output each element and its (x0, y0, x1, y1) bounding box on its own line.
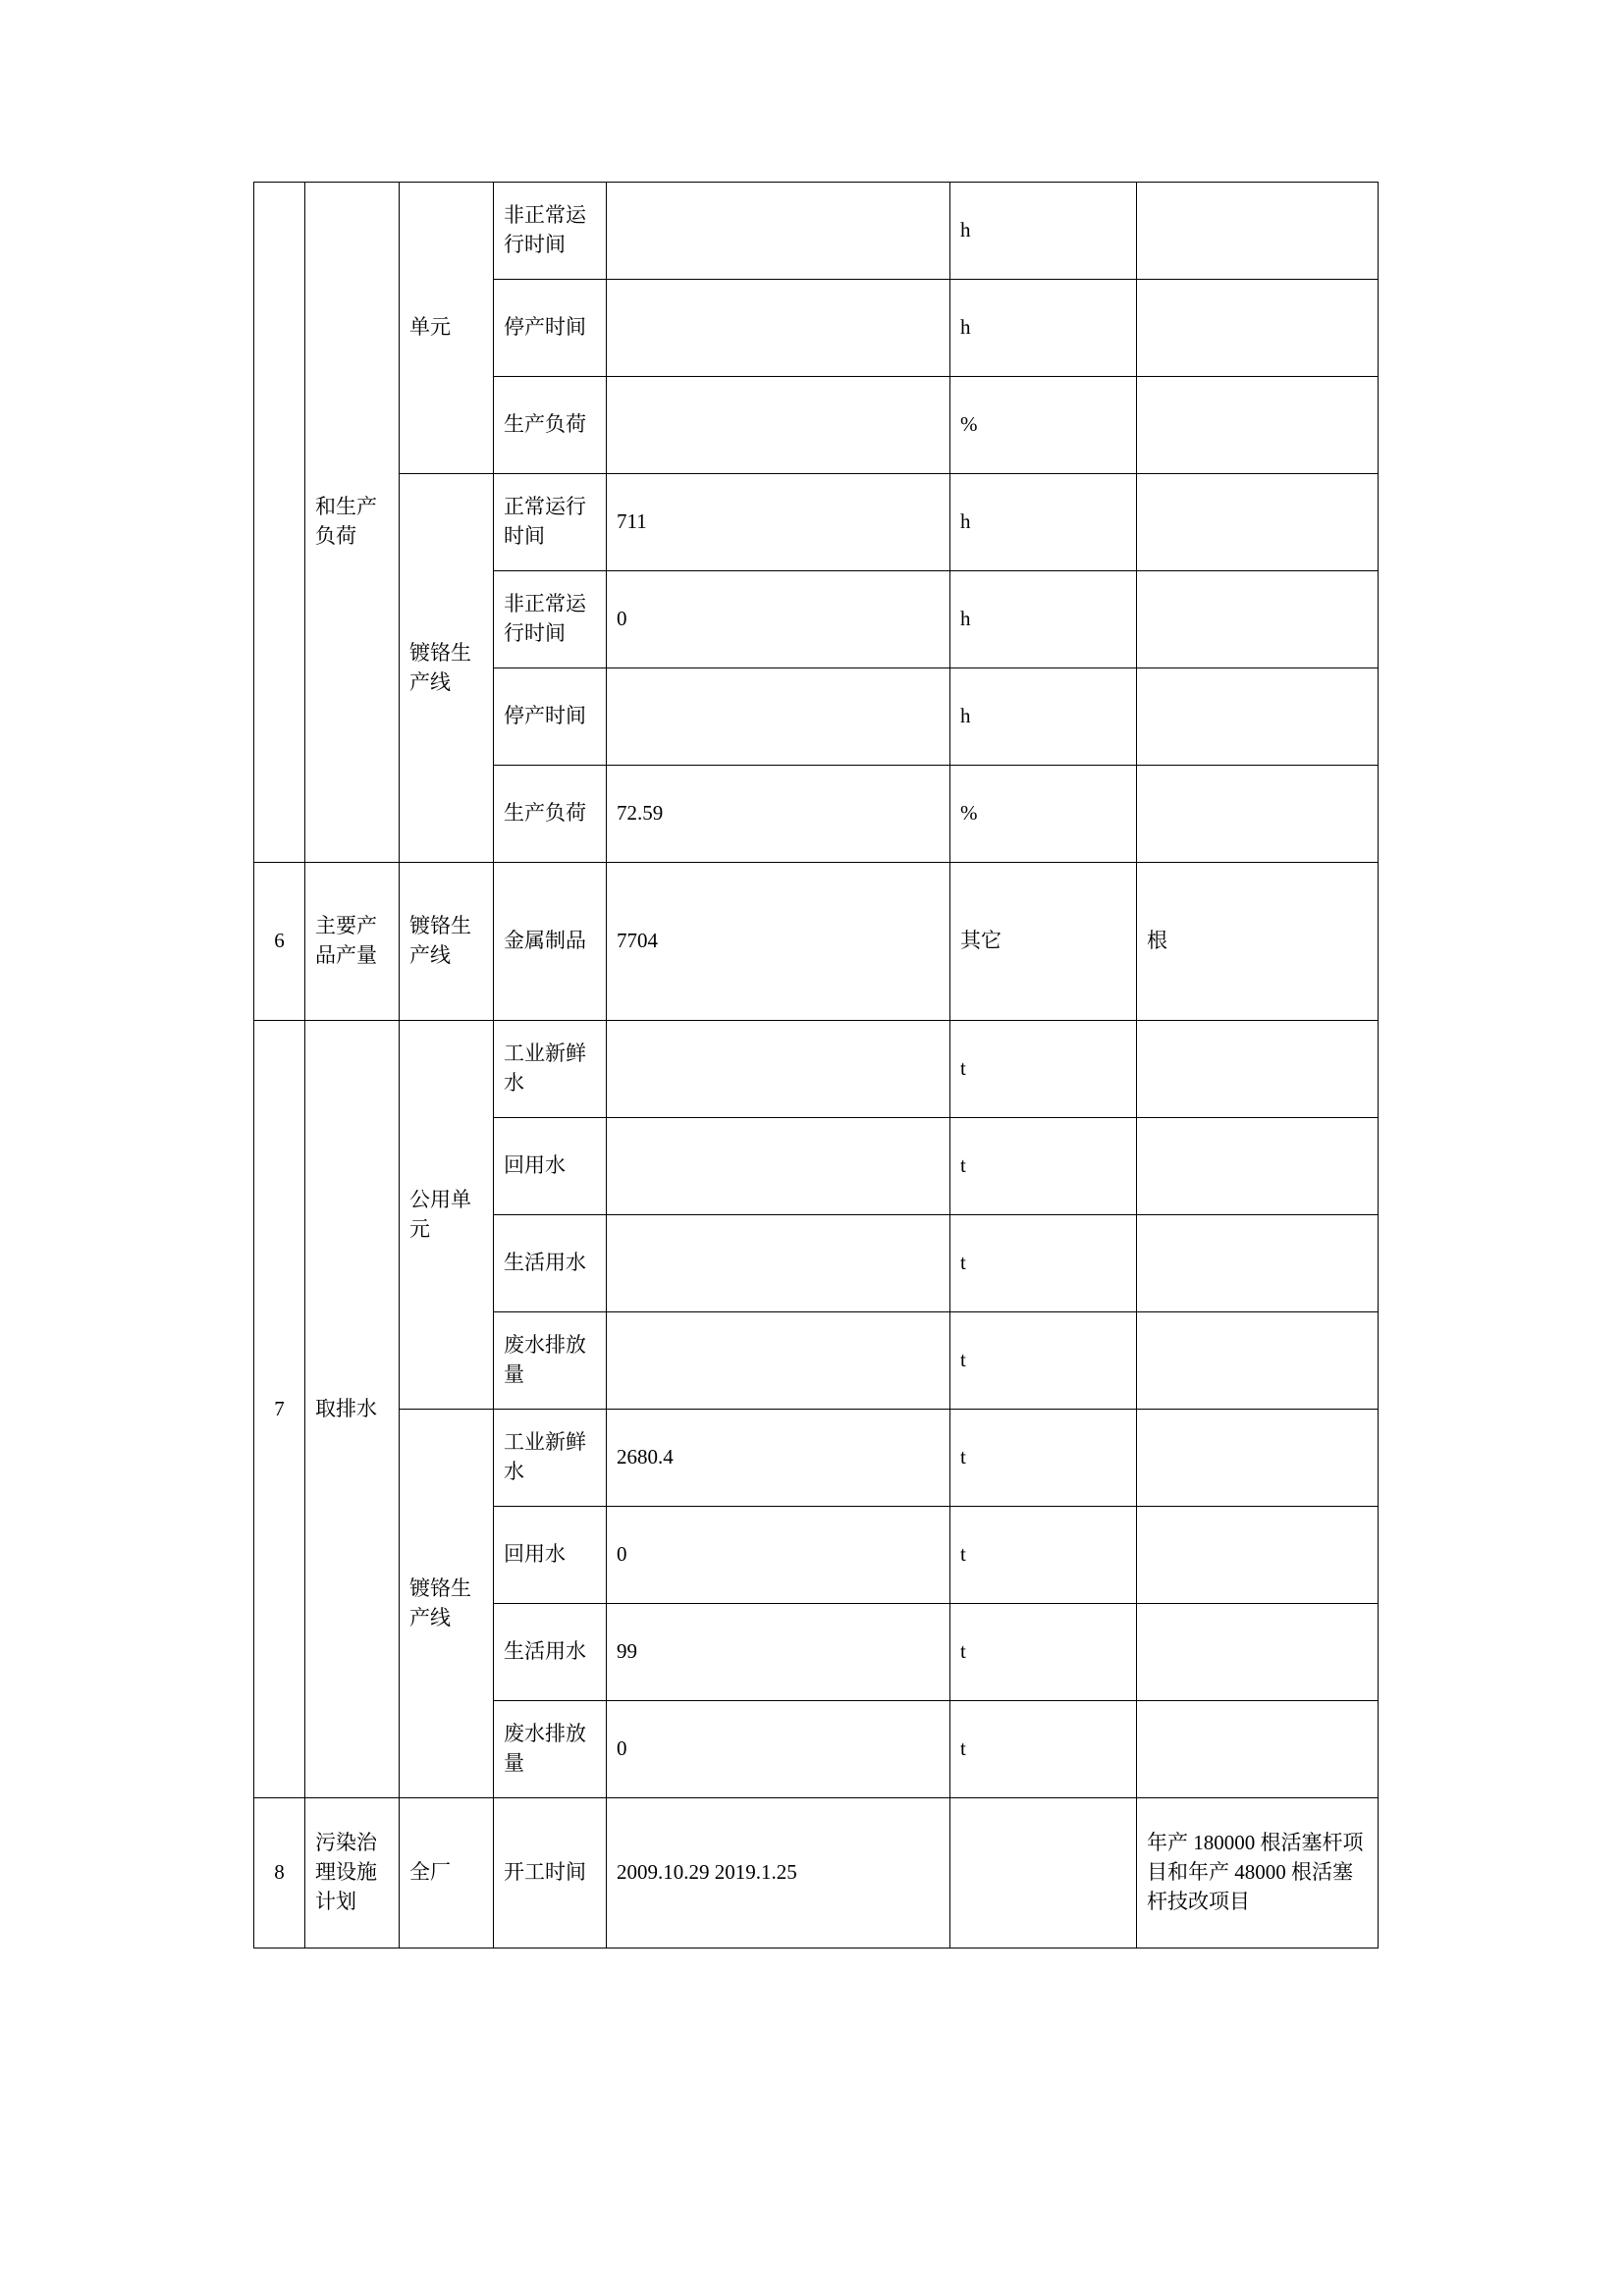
table-row (254, 474, 1379, 571)
row-uom: % (950, 766, 1137, 863)
data-table-container (253, 182, 1378, 1949)
row-unit: 全厂 (400, 1798, 494, 1949)
row-value (607, 1215, 950, 1312)
row-category: 污染治理设施计划 (305, 1798, 400, 1949)
row-value (607, 280, 950, 377)
table-row (254, 183, 1379, 280)
row-item: 生产负荷 (494, 377, 607, 474)
row-uom: h (950, 280, 1137, 377)
row-item: 工业新鲜水 (494, 1410, 607, 1507)
row-note (1137, 1312, 1379, 1410)
row-value: 2009.10.29 2019.1.25 (607, 1798, 950, 1949)
row-uom: t (950, 1118, 1137, 1215)
row-item: 回用水 (494, 1507, 607, 1604)
row-item: 生活用水 (494, 1604, 607, 1701)
row-note (1137, 1701, 1379, 1798)
row-uom (950, 1798, 1137, 1949)
row-value: 72.59 (607, 766, 950, 863)
row-note (1137, 1507, 1379, 1604)
row-uom: t (950, 1215, 1137, 1312)
row-unit: 公用单元 (400, 1021, 494, 1410)
row-item: 工业新鲜水 (494, 1021, 607, 1118)
row-value (607, 1118, 950, 1215)
row-uom: t (950, 1701, 1137, 1798)
row-uom: t (950, 1604, 1137, 1701)
table-row (254, 1798, 1379, 1949)
row-value: 99 (607, 1604, 950, 1701)
row-value (607, 377, 950, 474)
row-uom: t (950, 1507, 1137, 1604)
row-uom: h (950, 183, 1137, 280)
row-uom: h (950, 474, 1137, 571)
row-uom: % (950, 377, 1137, 474)
emissions-data-table (253, 182, 1379, 1949)
row-unit: 镀铬生产线 (400, 1410, 494, 1798)
row-value (607, 1021, 950, 1118)
row-value: 711 (607, 474, 950, 571)
table-row (254, 863, 1379, 1021)
row-note (1137, 280, 1379, 377)
row-value (607, 183, 950, 280)
row-note (1137, 668, 1379, 766)
row-note (1137, 766, 1379, 863)
row-note (1137, 1118, 1379, 1215)
row-item: 非正常运行时间 (494, 183, 607, 280)
row-number: 8 (254, 1798, 305, 1949)
row-item: 金属制品 (494, 863, 607, 1021)
row-item: 生活用水 (494, 1215, 607, 1312)
row-value: 7704 (607, 863, 950, 1021)
row-uom: h (950, 668, 1137, 766)
row-item: 废水排放量 (494, 1701, 607, 1798)
row-unit: 单元 (400, 183, 494, 474)
row-item: 开工时间 (494, 1798, 607, 1949)
row-note (1137, 1215, 1379, 1312)
row-item: 正常运行时间 (494, 474, 607, 571)
row-value: 0 (607, 1701, 950, 1798)
table-row (254, 1410, 1379, 1507)
row-number (254, 183, 305, 863)
row-category: 取排水 (305, 1021, 400, 1798)
row-item: 回用水 (494, 1118, 607, 1215)
row-note (1137, 1410, 1379, 1507)
row-note: 根 (1137, 863, 1379, 1021)
row-note (1137, 1604, 1379, 1701)
row-unit: 镀铬生产线 (400, 474, 494, 863)
row-item: 生产负荷 (494, 766, 607, 863)
row-uom: 其它 (950, 863, 1137, 1021)
row-note (1137, 571, 1379, 668)
row-item: 非正常运行时间 (494, 571, 607, 668)
row-value (607, 1312, 950, 1410)
table-row (254, 1021, 1379, 1118)
row-item: 废水排放量 (494, 1312, 607, 1410)
row-uom: t (950, 1410, 1137, 1507)
row-uom: t (950, 1312, 1137, 1410)
row-category: 主要产品产量 (305, 863, 400, 1021)
row-number: 6 (254, 863, 305, 1021)
row-note (1137, 474, 1379, 571)
row-category: 和生产负荷 (305, 183, 400, 863)
row-uom: t (950, 1021, 1137, 1118)
row-unit: 镀铬生产线 (400, 863, 494, 1021)
row-note (1137, 183, 1379, 280)
row-note (1137, 1021, 1379, 1118)
row-note (1137, 377, 1379, 474)
row-value (607, 668, 950, 766)
row-note: 年产 180000 根活塞杆项目和年产 48000 根活塞杆技改项目 (1137, 1798, 1379, 1949)
row-uom: h (950, 571, 1137, 668)
row-value: 0 (607, 571, 950, 668)
row-value: 2680.4 (607, 1410, 950, 1507)
row-item: 停产时间 (494, 280, 607, 377)
row-value: 0 (607, 1507, 950, 1604)
row-item: 停产时间 (494, 668, 607, 766)
row-number: 7 (254, 1021, 305, 1798)
